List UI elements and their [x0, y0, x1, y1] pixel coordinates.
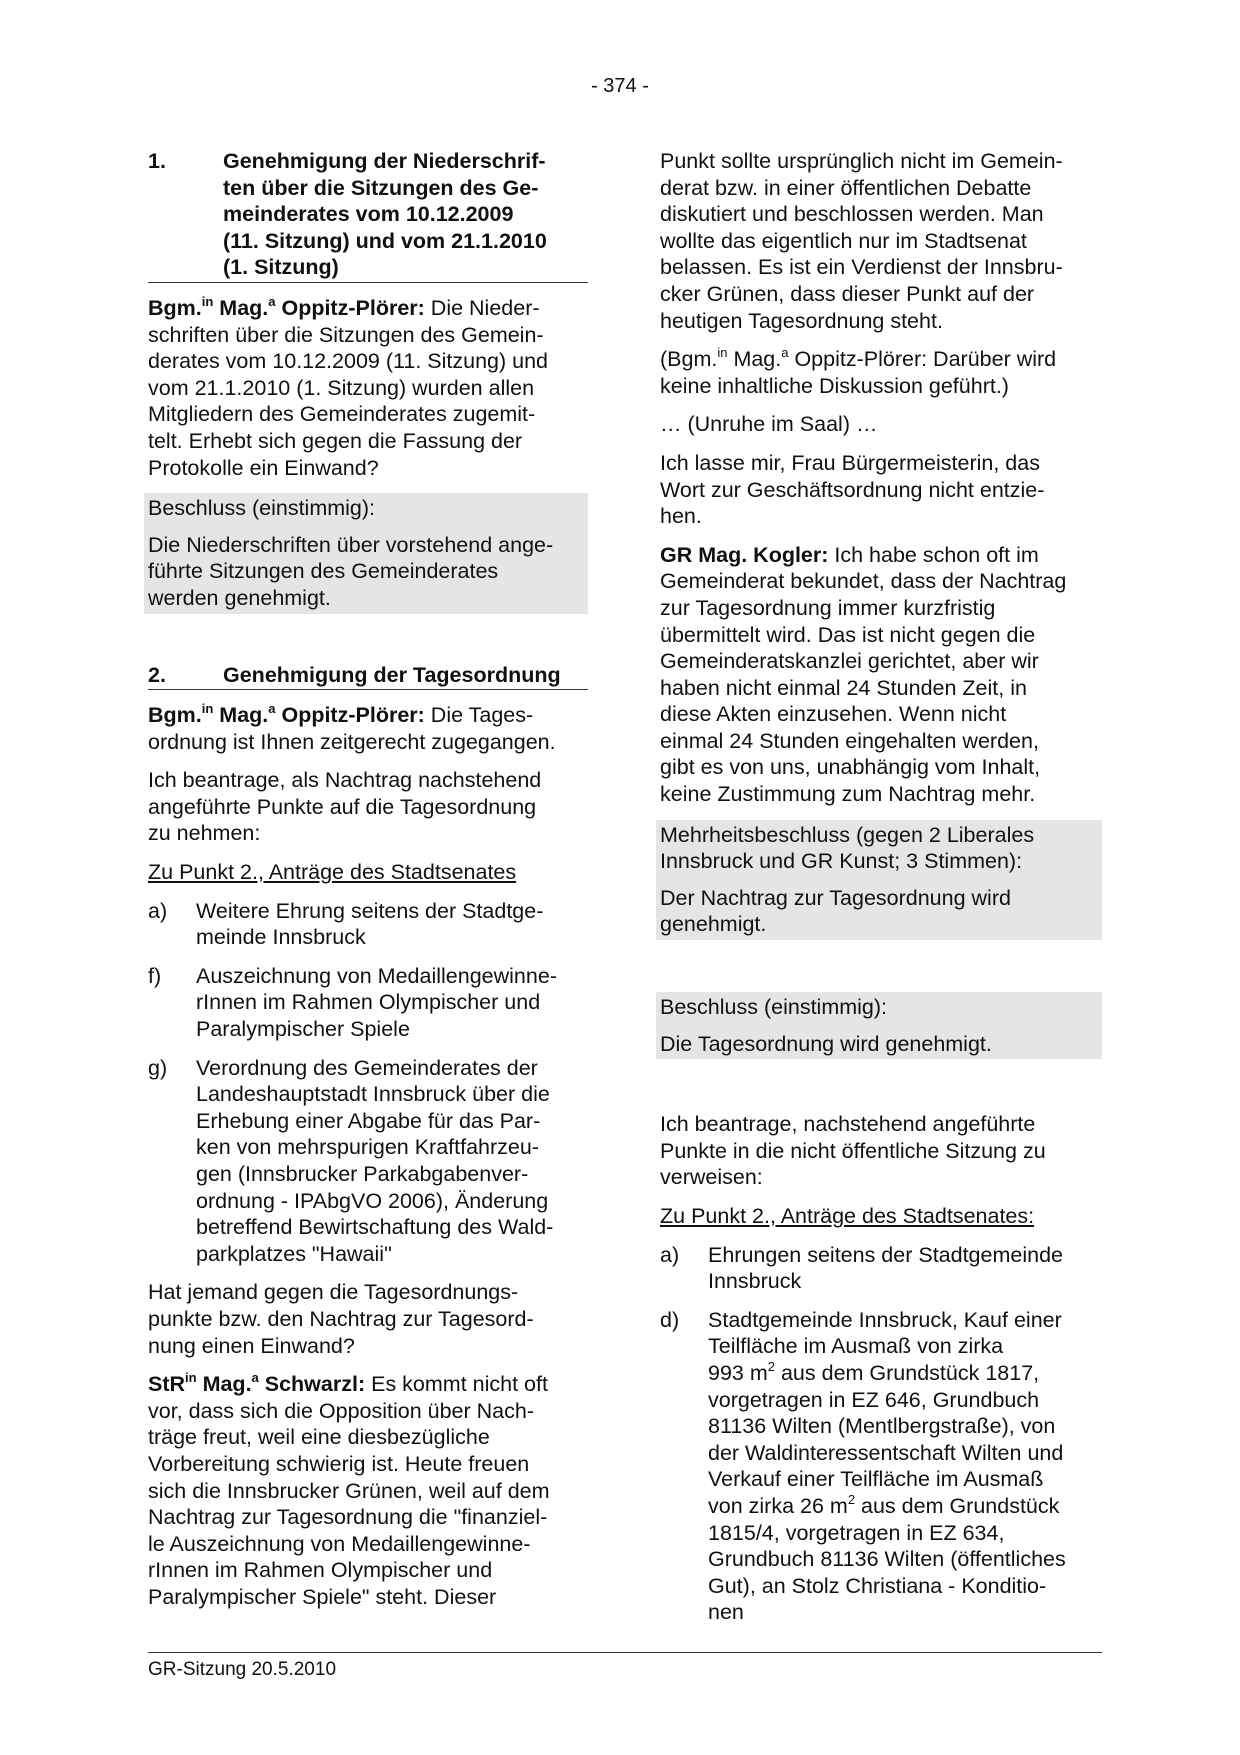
- list-item-text: Ehrungen seitens der Stadtgemeinde Innsbruck: [708, 1242, 1063, 1294]
- section-1-title: Genehmigung der Niederschrif- ten über die Sitzungen des Ge- meinderates vom 10.12.2009 (11. Sitzung) und vom 21.1.2010 (1. Sitzung): [223, 149, 547, 280]
- list-item: [148, 963, 588, 1043]
- section-2-question: Hat jemand gegen die Tagesordnungs- punkte bzw. den Nachtrag zur Tagesord- nung einen Einwand?: [148, 1280, 534, 1358]
- section-2-speech: Bgm.$^{in}$ Mag.$^a$ Oppitz-Plörer: Die Tages- ordnung ist Ihnen zeitgerecht zugegangen.: [148, 701, 556, 754]
- list-item-letter: d): [660, 1307, 680, 1332]
- footer: GR-Sitzung 20.5.2010: [148, 1659, 337, 1680]
- section-1-speech: Bgm.$^{in}$ Mag.$^a$ Oppitz-Plörer: Die Nieder- schriften über die Sitzungen des Gemein- derates vom 10.12.2009 (11. Sitzung) und vom 21.1.2010 (1. Sitzung) wurden allen Mitgliedern des Gemeinderates zugemit- telt. Erhebt sich gegen die Fassung der Protokolle ein Einwand?: [148, 293, 548, 480]
- list-item: [148, 1055, 588, 1268]
- speaker-oppitz-ploerer: Bgm.$^{in}$ Mag.$^a$ Oppitz-Plörer:: [148, 293, 425, 320]
- section-2-paragraph: Ich beantrage, als Nachtrag nachstehend angeführte Punkte auf die Tagesordnung zu nehmen:: [148, 768, 542, 846]
- footer-divider: [148, 1652, 1102, 1653]
- speaker-schwarzl: StR$^{in}$ Mag.$^a$ Schwarzl:: [148, 1370, 366, 1397]
- paragraph-order: Ich lasse mir, Frau Bürgermeisterin, das Wort zur Geschäftsordnung nicht entzie- hen.: [660, 450, 1045, 529]
- list-item-letter: g): [148, 1055, 168, 1080]
- list-item-text: Auszeichnung von Medaillengewinne- rInnen im Rahmen Olympischer und Paralympischer Spiele: [196, 963, 557, 1042]
- section-2-title: Genehmigung der Tagesordnung: [223, 662, 561, 687]
- resolution-head: Beschluss (einstimmig):: [660, 995, 887, 1020]
- paragraph-kogler: GR Mag. Kogler: Ich habe schon oft im Gemeinderat bekundet, dass der Nachtrag zur Tagesordnung immer kurzfristig übermittelt wird. Das ist nicht gegen die Gemeinderatskanzlei gerichtet, aber wir haben nicht einmal 24 Stunden Zeit, in diese Akten einzusehen. Wenn nicht einmal 24 Stunden eingehalten werden, gibt es von uns, unabhängig vom Inhalt, keine Zustimmung zum Nachtrag mehr.: [660, 542, 1067, 807]
- right-column: [660, 148, 1102, 1638]
- resolution-box-2: [656, 820, 1102, 940]
- right-subheading: Zu Punkt 2., Anträge des Stadtsenates:: [660, 1204, 1035, 1228]
- list-item-text: Verordnung des Gemeinderates der Landeshauptstadt Innsbruck über die Erhebung einer Abgabe für das Par- ken von mehrspurigen Kraftfahrzeu- gen (Innsbrucker Parkabgabenver- ordnung - IPAbgVO 2006), Änderung betreffend Bewirtschaftung des Wald- parkplatzes "Hawaii": [196, 1055, 554, 1266]
- left-column: [148, 148, 588, 1623]
- list-item-text: Weitere Ehrung seitens der Stadtge- meinde Innsbruck: [196, 898, 544, 950]
- list-item: [148, 898, 588, 951]
- list-item-letter: a): [148, 898, 168, 923]
- resolution-box-3: [656, 992, 1102, 1059]
- list-item: [660, 1242, 1102, 1295]
- resolution-head: Beschluss (einstimmig):: [148, 496, 375, 521]
- section-1-number: 1.: [148, 149, 166, 173]
- section-2-heading: [148, 662, 588, 691]
- resolution-head: Mehrheitsbeschluss (gegen 2 Liberales Innsbruck und GR Kunst; 3 Stimmen):: [660, 822, 1035, 874]
- list-item-letter: a): [660, 1242, 680, 1267]
- paragraph-unrest: … (Unruhe im Saal) …: [660, 412, 878, 437]
- resolution-box-1: [144, 493, 588, 613]
- resolution-text: Die Niederschriften über vorstehend ange- führte Sitzungen des Gemeinderates werden genehmigt.: [148, 532, 554, 610]
- paragraph-interjection: (Bgm.$^{in}$ Mag.$^a$ Oppitz-Plörer: Darüber wird keine inhaltliche Diskussion geführt.): [660, 345, 1057, 398]
- speaker-kogler: GR Mag. Kogler:: [660, 542, 829, 567]
- list-item: [660, 1307, 1102, 1626]
- section-2-number: 2.: [148, 662, 166, 687]
- list-item-letter: f): [148, 963, 162, 988]
- paragraph-non-public: Ich beantrage, nachstehend angeführte Punkte in die nicht öffentliche Sitzung zu verweisen:: [660, 1112, 1046, 1190]
- section-2-speech-schwarzl: StR$^{in}$ Mag.$^a$ Schwarzl: Es kommt nicht oft vor, dass sich die Opposition über Nach- träge freut, weil eine diesbezügliche Vorbereitung schwierig ist. Heute freuen sich die Innsbrucker Grünen, weil auf dem Nachtrag zur Tagesordnung die "finanziel- le Auszeichnung von Medaillengewinne- rInnen im Rahmen Olympischer und Paralympischer Spiele" steht. Dieser: [148, 1370, 550, 1609]
- paragraph-continuation: Punkt sollte ursprünglich nicht im Gemein- derat bzw. in einer öffentlichen Debatte diskutiert und beschlossen werden. Man wollte das eigentlich nur im Stadtsenat belassen. Es ist ein Verdienst der Innsbru- cker Grünen, dass dieser Punkt auf der heutigen Tagesordnung steht.: [660, 149, 1063, 333]
- page-number: - 374 -: [591, 75, 649, 97]
- speaker-oppitz-ploerer: Bgm.$^{in}$ Mag.$^a$ Oppitz-Plörer:: [148, 701, 425, 728]
- section-2-subheading: Zu Punkt 2., Anträge des Stadtsenates: [148, 860, 517, 885]
- list-item-text: Stadtgemeinde Innsbruck, Kauf einer Teilfläche im Ausmaß von zirka 993 $m^2$ aus dem Grundstück 1817, vorgetragen in EZ 646, Grundbuch 81136 Wilten (Mentlbergstraße), von der Waldinteressentschaft Wilten und Verkauf einer Teilfläche im Ausmaß von zirka 26 $m^2$ aus dem Grundstück 1815/4, vorgetragen in EZ 634, Grundbuch 81136 Wilten (öffentliches Gut), an Stolz Christiana - Konditio- nen: [708, 1307, 1066, 1625]
- resolution-text: Die Tagesordnung wird genehmigt.: [660, 1031, 992, 1056]
- section-1-heading: [148, 148, 588, 283]
- resolution-text: Der Nachtrag zur Tagesordnung wird genehmigt.: [660, 885, 1011, 937]
